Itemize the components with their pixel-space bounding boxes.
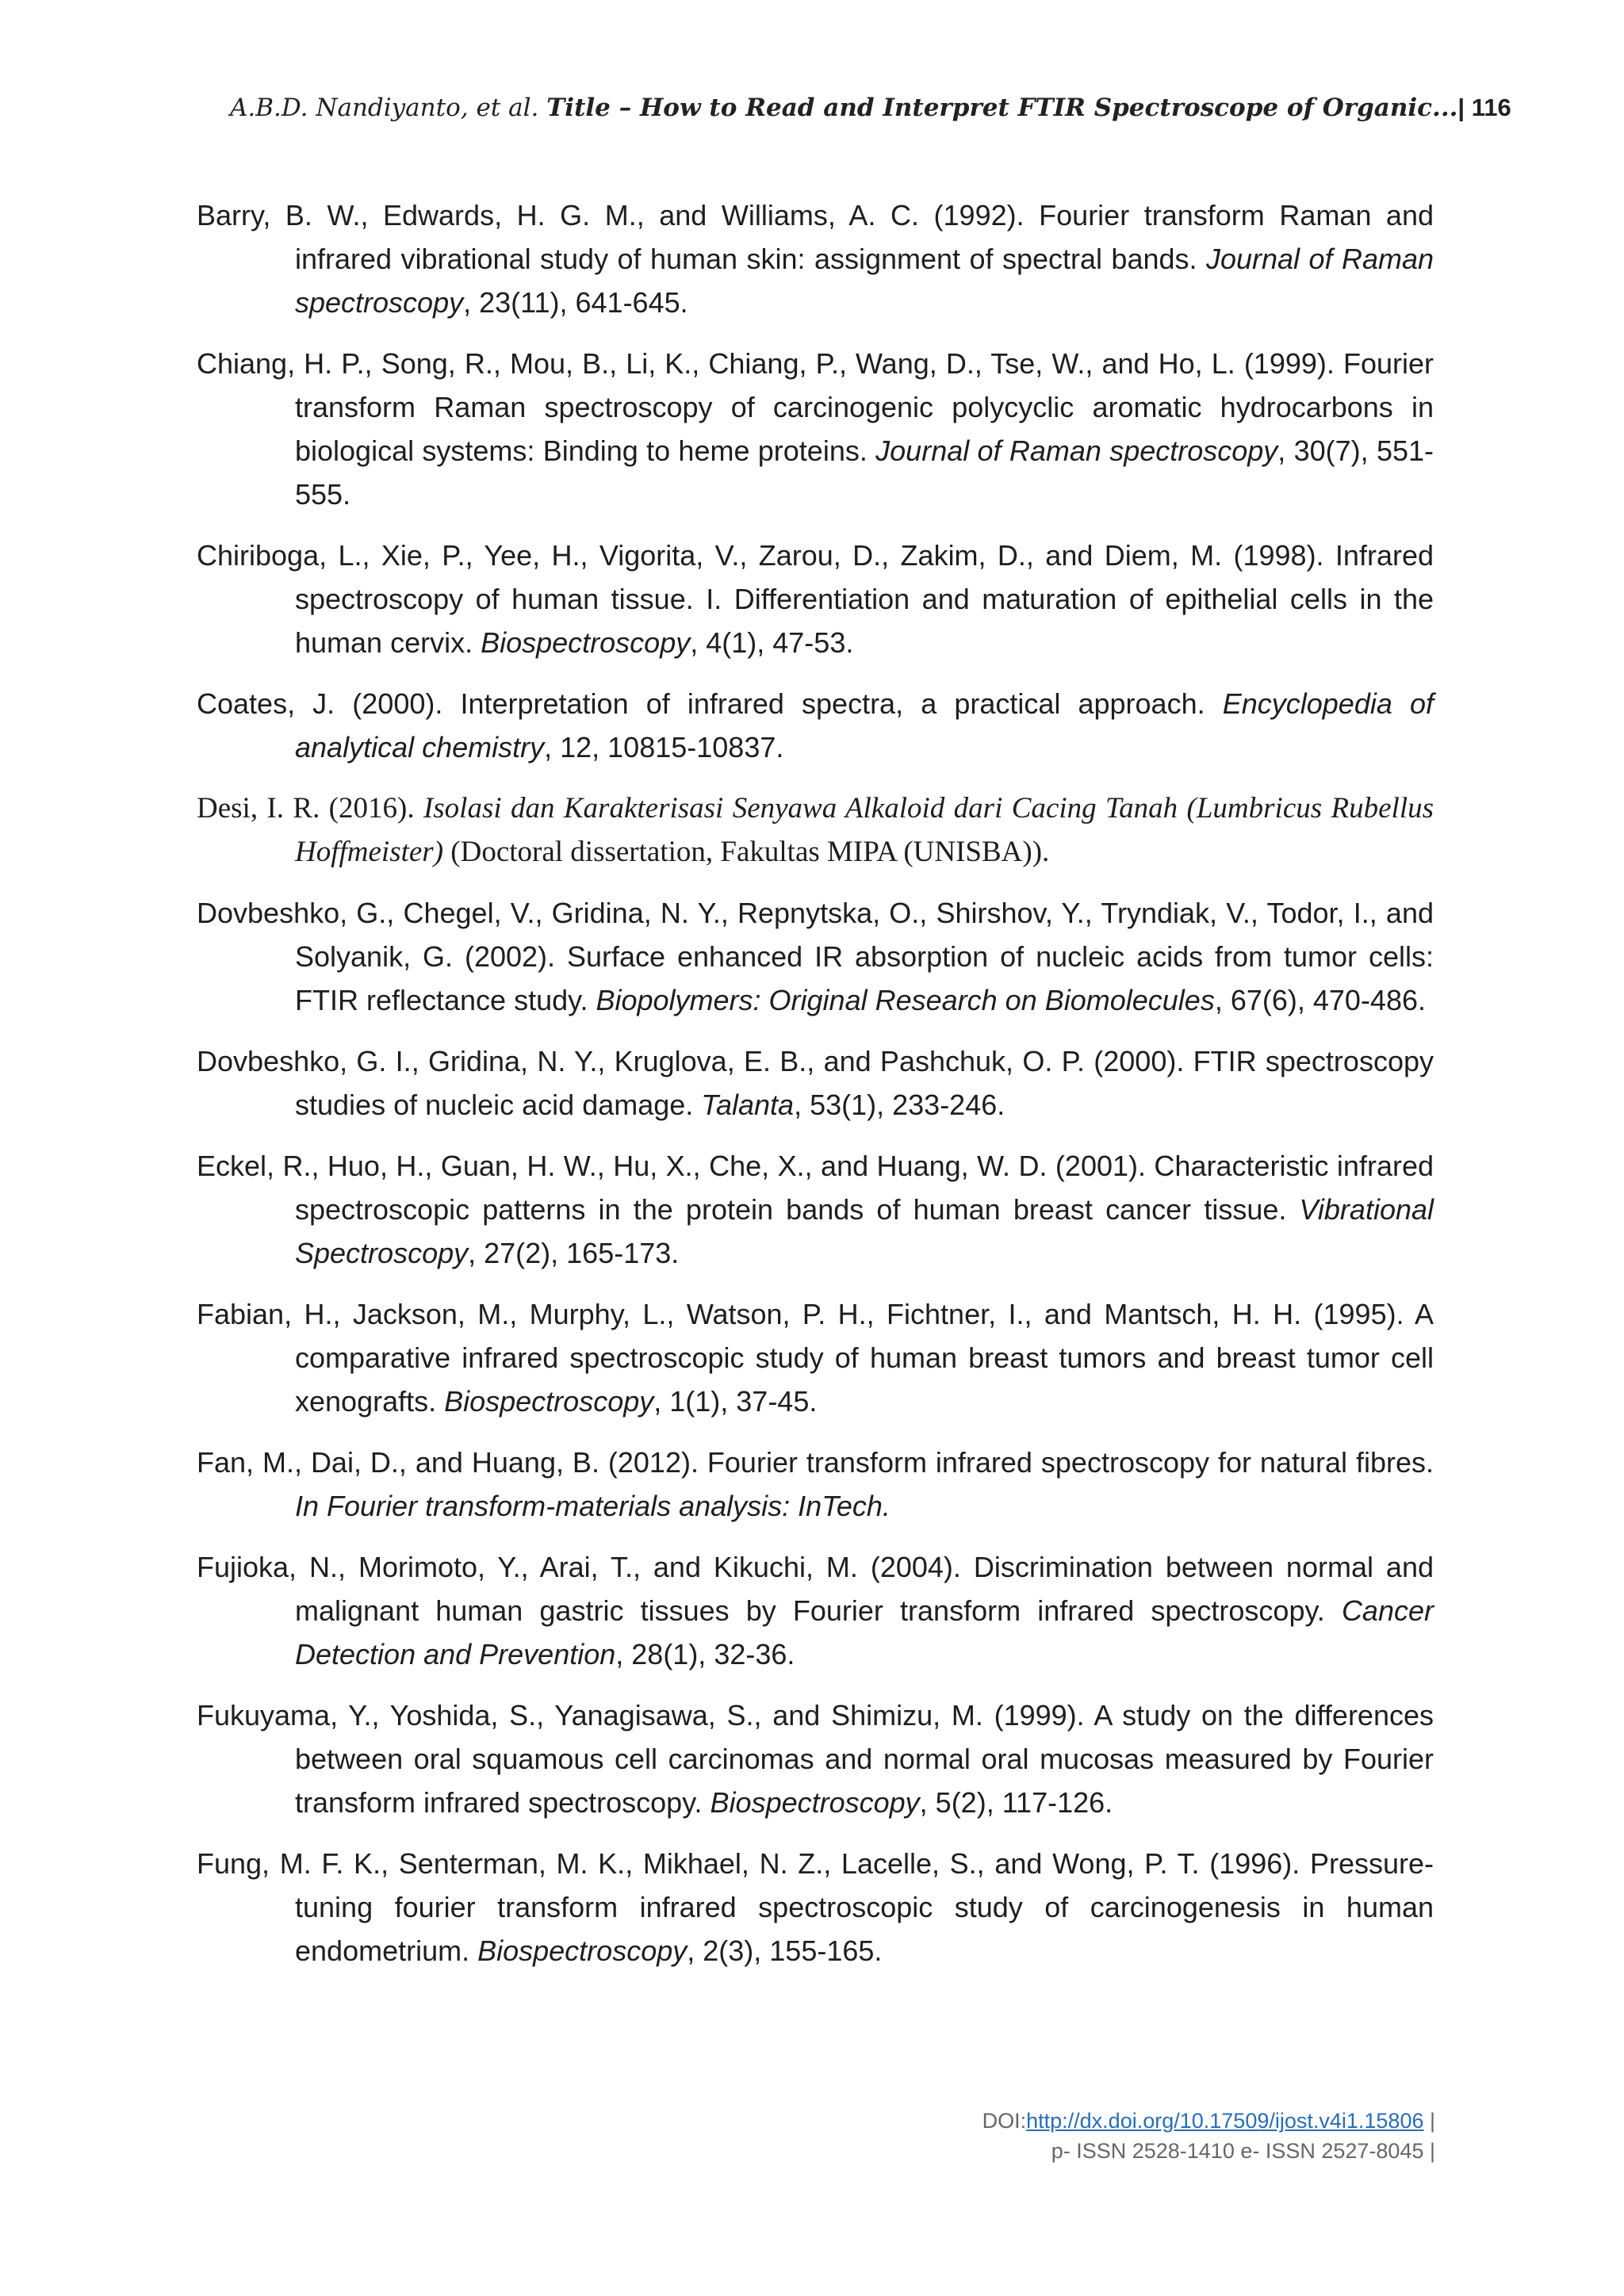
- reference-item: [197, 1292, 1434, 1423]
- reference-item: [197, 193, 1434, 324]
- reference-journal: Journal of Raman spectroscopy: [875, 434, 1278, 467]
- reference-volume: , 23(11), 641-645.: [463, 286, 688, 319]
- header-page-number: | 116: [1457, 94, 1511, 121]
- doi-link[interactable]: http://dx.doi.org/10.17509/ijost.v4i1.15806: [1026, 2109, 1424, 2133]
- reference-journal: Biospectroscopy: [481, 626, 691, 659]
- reference-item: [197, 1842, 1434, 1973]
- reference-text: Fan, M., Dai, D., and Huang, B. (2012). Fourier transform infrared spectroscopy for natural fibres.: [197, 1446, 1434, 1479]
- reference-journal: Vibrational Spectroscopy: [295, 1193, 1434, 1269]
- issn-line: p- ISSN 2528-1410 e- ISSN 2527-8045 |: [1051, 2139, 1435, 2163]
- reference-item: [197, 1693, 1434, 1824]
- reference-journal: Biospectroscopy: [477, 1934, 688, 1967]
- reference-item: [197, 342, 1434, 516]
- reference-item: [197, 534, 1434, 664]
- reference-item: [197, 682, 1434, 769]
- reference-volume: , 5(2), 117-126.: [919, 1786, 1113, 1819]
- reference-volume: , 1(1), 37-45.: [653, 1385, 818, 1418]
- reference-volume: , 12, 10815-10837.: [544, 731, 784, 763]
- reference-journal: Cancer Detection and Prevention: [295, 1594, 1434, 1670]
- reference-text: Chiang, H. P., Song, R., Mou, B., Li, K., Chiang, P., Wang, D., Tse, W., and Ho, L. (1999). Fourier transform Raman spectroscopy of carcinogenic polycyclic aromatic hydrocarbons in biological systems: Binding to heme proteins.: [197, 347, 1434, 467]
- reference-item: [197, 1144, 1434, 1275]
- reference-journal: In Fourier transform-materials analysis: InTech.: [295, 1490, 891, 1522]
- reference-item: [197, 1441, 1434, 1528]
- reference-text: Fukuyama, Y., Yoshida, S., Yanagisawa, S., and Shimizu, M. (1999). A study on the differences between oral squamous cell carcinomas and normal oral mucosas measured by Fourier transform infrared spectroscopy.: [197, 1699, 1434, 1819]
- reference-journal: Biospectroscopy: [444, 1385, 654, 1418]
- reference-volume: , 4(1), 47-53.: [690, 626, 854, 659]
- reference-journal: Biopolymers: Original Research on Biomolecules: [596, 984, 1215, 1016]
- doi-label: DOI:: [982, 2109, 1027, 2133]
- reference-volume: , 27(2), 165-173.: [468, 1237, 680, 1269]
- reference-item: [197, 786, 1434, 874]
- reference-text: Fabian, H., Jackson, M., Murphy, L., Watson, P. H., Fichtner, I., and Mantsch, H. H. (1995). A comparative infrared spectroscopic study of human breast tumors and breast tumor cell xenografts.: [197, 1298, 1434, 1418]
- reference-text: Fung, M. F. K., Senterman, M. K., Mikhael, N. Z., Lacelle, S., and Wong, P. T. (1996). Pressure-tuning fourier transform infrared spectroscopic study of carcinogenesis in human endometrium.: [197, 1847, 1434, 1967]
- reference-item: [197, 1545, 1434, 1676]
- reference-text: Eckel, R., Huo, H., Guan, H. W., Hu, X., Che, X., and Huang, W. D. (2001). Characteristic infrared spectroscopic patterns in the protein bands of human breast cancer tissue.: [197, 1150, 1434, 1226]
- reference-volume: (Doctoral dissertation, Fakultas MIPA (UNISBA)).: [443, 836, 1050, 868]
- reference-text: Desi, I. R. (2016).: [197, 792, 423, 825]
- reference-journal: Biospectroscopy: [710, 1786, 920, 1819]
- reference-item: [197, 891, 1434, 1022]
- reference-text: Dovbeshko, G. I., Gridina, N. Y., Kruglova, E. B., and Pashchuk, O. P. (2000). FTIR spectroscopy studies of nucleic acid damage.: [197, 1045, 1434, 1121]
- reference-volume: , 67(6), 470-486.: [1214, 984, 1426, 1016]
- page-footer: [982, 2106, 1435, 2166]
- doi-separator: |: [1423, 2109, 1435, 2133]
- reference-text: Barry, B. W., Edwards, H. G. M., and Williams, A. C. (1992). Fourier transform Raman and infrared vibrational study of human skin: assignment of spectral bands.: [197, 199, 1434, 275]
- header-authors: A.B.D. Nandiyanto, et al.: [230, 94, 539, 122]
- reference-volume: , 53(1), 233-246.: [794, 1089, 1005, 1121]
- doi-line: [982, 2106, 1435, 2136]
- reference-volume: , 2(3), 155-165.: [687, 1934, 883, 1967]
- reference-volume: , 30(7), 551-555.: [295, 434, 1434, 511]
- reference-journal: Encyclopedia of analytical chemistry: [295, 687, 1434, 763]
- reference-journal: Isolasi dan Karakterisasi Senyawa Alkaloid dari Cacing Tanah (Lumbricus Rubellus Hoffmeister): [295, 792, 1434, 868]
- reference-text: Chiriboga, L., Xie, P., Yee, H., Vigorita, V., Zarou, D., Zakim, D., and Diem, M. (1998). Infrared spectroscopy of human tissue. I. Differentiation and maturation of epithelial cells in the human cervix.: [197, 539, 1434, 659]
- reference-journal: Journal of Raman spectroscopy: [295, 243, 1434, 319]
- reference-text: Fujioka, N., Morimoto, Y., Arai, T., and Kikuchi, M. (2004). Discrimination between normal and malignant human gastric tissues by Fourier transform infrared spectroscopy.: [197, 1551, 1434, 1627]
- reference-text: Coates, J. (2000). Interpretation of infrared spectra, a practical approach.: [197, 687, 1223, 720]
- reference-list: [197, 193, 1434, 1990]
- reference-journal: Talanta: [701, 1089, 795, 1121]
- reference-volume: , 28(1), 32-36.: [615, 1638, 795, 1670]
- header-title: Title – How to Read and Interpret FTIR Spectroscope of Organic...: [546, 94, 1458, 122]
- reference-text: Dovbeshko, G., Chegel, V., Gridina, N. Y., Repnytska, O., Shirshov, Y., Tryndiak, V., Todor, I., and Solyanik, G. (2002). Surface enhanced IR absorption of nucleic acids from tumor cells: FTIR reflectance study.: [197, 897, 1434, 1016]
- running-header: [230, 94, 1511, 122]
- reference-item: [197, 1039, 1434, 1127]
